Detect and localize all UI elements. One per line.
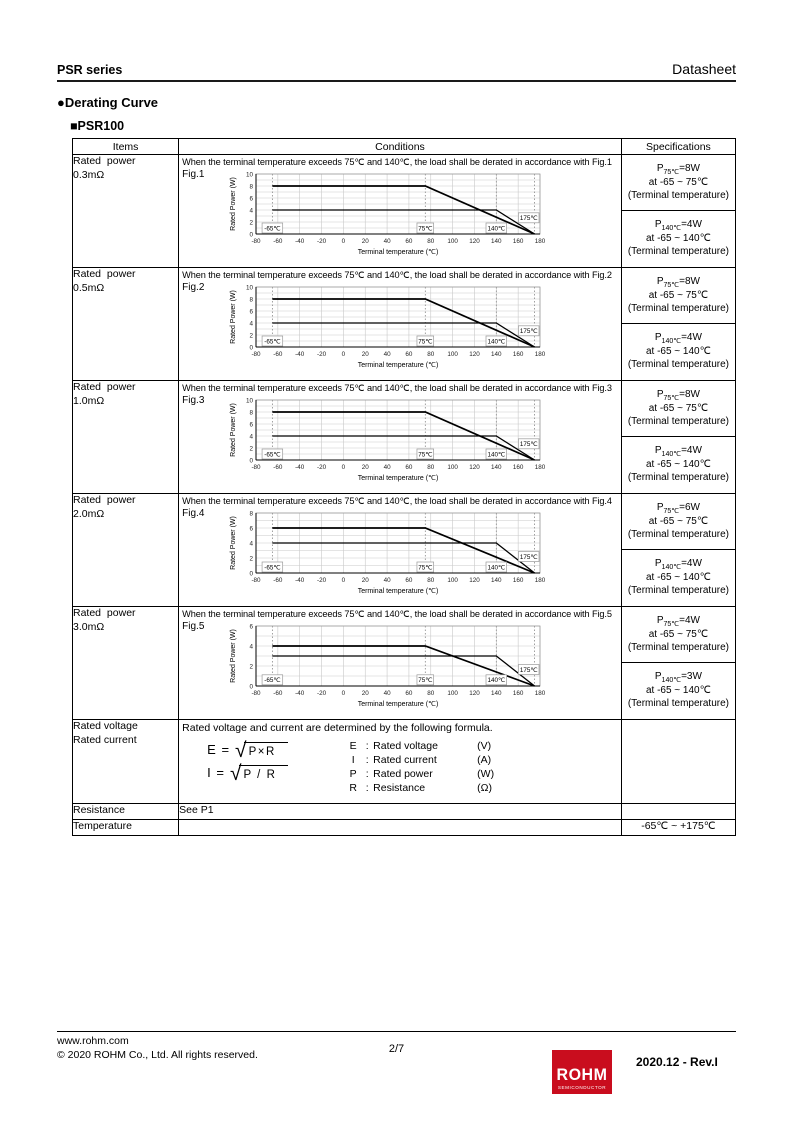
svg-text:Terminal temperature (℃): Terminal temperature (℃) xyxy=(357,588,439,595)
svg-text:-20: -20 xyxy=(317,464,327,471)
condition-text: When the terminal temperature exceeds 75℃ and 140℃, the load shall be derated in accordance with Fig.3 xyxy=(182,383,612,393)
svg-text:-20: -20 xyxy=(317,577,327,584)
svg-text:0: 0 xyxy=(249,231,254,239)
spec-upper xyxy=(622,268,735,324)
table-row xyxy=(73,268,736,381)
svg-text:60: 60 xyxy=(405,351,413,358)
svg-text:-65℃: -65℃ xyxy=(264,338,281,346)
page-number: 2/7 xyxy=(388,1043,405,1055)
svg-text:-60: -60 xyxy=(273,351,283,358)
figure-label: Fig.4 xyxy=(182,508,205,519)
item-label: Rated power xyxy=(73,268,136,280)
spec-power-value: $P_{140℃}=3W$ xyxy=(654,671,702,685)
svg-text:-20: -20 xyxy=(317,690,327,697)
figure-area xyxy=(179,169,621,263)
svg-text:2: 2 xyxy=(249,445,254,453)
item-label: Rated voltage xyxy=(73,720,138,732)
item-cell xyxy=(73,720,179,804)
svg-text:100: 100 xyxy=(447,690,459,697)
svg-text:2: 2 xyxy=(249,332,254,340)
formula-legend xyxy=(345,740,494,794)
svg-text:75℃: 75℃ xyxy=(418,451,433,459)
derating-chart-fig1 xyxy=(226,169,548,263)
svg-text:-65℃: -65℃ xyxy=(264,451,281,459)
svg-text:140: 140 xyxy=(491,577,502,584)
svg-text:6: 6 xyxy=(249,421,254,429)
svg-text:80: 80 xyxy=(427,464,435,471)
rohm-logo-text: ROHM xyxy=(556,1066,608,1084)
spec-range: at -65 ~ 140℃ xyxy=(645,458,711,470)
spec-power-value: $P_{140℃}=4W$ xyxy=(654,445,702,459)
svg-text:180: 180 xyxy=(534,577,546,584)
svg-text:-80: -80 xyxy=(251,464,261,471)
svg-text:4: 4 xyxy=(249,207,254,215)
spec-note: (Terminal temperature) xyxy=(627,416,729,428)
svg-text:-65℃: -65℃ xyxy=(264,225,281,233)
svg-text:-60: -60 xyxy=(273,577,283,584)
svg-text:40: 40 xyxy=(383,577,391,584)
condition-cell xyxy=(179,607,622,720)
svg-text:0: 0 xyxy=(341,351,346,358)
item-label: Rated current xyxy=(73,733,137,746)
svg-text:4: 4 xyxy=(249,320,254,328)
doc-type-label: Datasheet xyxy=(672,61,736,77)
condition-cell xyxy=(179,268,622,381)
spec-upper xyxy=(622,494,735,550)
svg-text:-40: -40 xyxy=(295,351,305,358)
temperature-range: -65℃ ~ +175℃ xyxy=(621,820,735,836)
svg-text:-40: -40 xyxy=(295,464,305,471)
svg-text:0: 0 xyxy=(341,577,346,584)
svg-text:Terminal temperature (℃): Terminal temperature (℃) xyxy=(357,701,439,708)
spec-note: (Terminal temperature) xyxy=(627,642,729,654)
svg-text:160: 160 xyxy=(513,238,524,245)
svg-text:140℃: 140℃ xyxy=(487,677,506,685)
figure-label: Fig.1 xyxy=(182,169,205,180)
svg-text:8: 8 xyxy=(249,296,254,304)
resistance-value: See P1 xyxy=(179,804,622,820)
spec-lower xyxy=(622,550,735,605)
figure-label: Fig.3 xyxy=(182,395,205,406)
svg-text:2: 2 xyxy=(249,219,254,227)
svg-text:75℃: 75℃ xyxy=(418,338,433,346)
svg-text:4: 4 xyxy=(249,643,254,651)
series-title: PSR series xyxy=(57,63,123,77)
formula-block xyxy=(179,737,621,794)
derating-chart-fig5 xyxy=(226,621,548,715)
formula-cell xyxy=(179,720,622,804)
figure-area xyxy=(179,508,621,602)
spec-cell xyxy=(621,155,735,268)
figure-label: Fig.2 xyxy=(182,282,205,293)
item-cell xyxy=(73,268,179,381)
spec-note: (Terminal temperature) xyxy=(627,529,729,541)
table-row xyxy=(73,607,736,720)
condition-text: When the terminal temperature exceeds 75℃ and 140℃, the load shall be derated in accordance with Fig.4 xyxy=(182,496,612,506)
svg-text:60: 60 xyxy=(405,238,413,245)
spec-power-value: $P_{75℃}=4W$ xyxy=(656,615,700,629)
derating-table xyxy=(72,138,736,836)
svg-text:0: 0 xyxy=(341,464,346,471)
svg-text:175℃: 175℃ xyxy=(520,666,538,674)
copyright-text: © 2020 ROHM Co., Ltd. All rights reserved. xyxy=(57,1049,258,1061)
resistance-row xyxy=(73,804,736,820)
svg-text:-60: -60 xyxy=(273,690,283,697)
svg-text:-65℃: -65℃ xyxy=(264,677,281,685)
svg-text:80: 80 xyxy=(427,238,435,245)
svg-text:140: 140 xyxy=(491,351,502,358)
svg-text:-40: -40 xyxy=(295,577,305,584)
svg-text:0: 0 xyxy=(249,344,254,352)
svg-text:10: 10 xyxy=(246,284,254,292)
spec-range: at -65 ~ 140℃ xyxy=(645,684,711,696)
spec-cell xyxy=(621,381,735,494)
svg-text:160: 160 xyxy=(513,351,524,358)
spec-cell xyxy=(621,268,735,381)
svg-text:Terminal temperature (℃): Terminal temperature (℃) xyxy=(357,362,439,369)
spec-cell xyxy=(621,607,735,720)
svg-text:160: 160 xyxy=(513,464,524,471)
svg-text:-80: -80 xyxy=(251,690,261,697)
col-header-items: Items xyxy=(73,139,179,155)
spec-note: (Terminal temperature) xyxy=(627,190,729,202)
svg-text:120: 120 xyxy=(469,464,480,471)
svg-text:180: 180 xyxy=(534,351,546,358)
item-cell xyxy=(73,155,179,268)
rohm-logo xyxy=(552,1050,612,1094)
spec-note: (Terminal temperature) xyxy=(627,359,729,371)
svg-text:6: 6 xyxy=(249,623,254,631)
svg-text:100: 100 xyxy=(447,351,459,358)
rohm-url: www.rohm.com xyxy=(57,1035,129,1047)
svg-text:140℃: 140℃ xyxy=(487,564,506,572)
spec-upper xyxy=(622,381,735,437)
derating-chart-fig3 xyxy=(226,395,548,489)
svg-text:10: 10 xyxy=(246,171,254,179)
svg-text:140: 140 xyxy=(491,690,502,697)
revision-label: 2020.12 - Rev.I xyxy=(636,1055,718,1069)
item-label: Rated power xyxy=(73,607,136,619)
svg-text:4: 4 xyxy=(249,540,254,548)
svg-text:40: 40 xyxy=(383,351,391,358)
item-cell xyxy=(73,607,179,720)
psr100-heading: ■PSR100 xyxy=(70,119,125,133)
svg-text:Rated Power (W): Rated Power (W) xyxy=(230,290,238,344)
table-header-row xyxy=(73,139,736,155)
svg-text:6: 6 xyxy=(249,308,254,316)
spec-lower xyxy=(622,663,735,718)
formula-intro: Rated voltage and current are determined by the following formula. xyxy=(182,722,493,734)
item-label: Resistance xyxy=(73,804,179,820)
col-header-specifications: Specifications xyxy=(621,139,735,155)
item-label: Temperature xyxy=(73,820,179,836)
formula-row xyxy=(73,720,736,804)
svg-text:180: 180 xyxy=(534,238,546,245)
svg-text:Rated Power (W): Rated Power (W) xyxy=(230,403,238,457)
svg-text:2: 2 xyxy=(249,555,254,563)
spec-lower xyxy=(622,324,735,379)
svg-text:20: 20 xyxy=(361,351,369,358)
svg-text:-60: -60 xyxy=(273,238,283,245)
svg-text:40: 40 xyxy=(383,238,391,245)
svg-text:-80: -80 xyxy=(251,577,261,584)
spec-range: at -65 ~ 140℃ xyxy=(645,571,711,583)
spec-range: at -65 ~ 140℃ xyxy=(645,232,711,244)
legend-item: E : Rated voltage (V) xyxy=(349,740,492,752)
svg-text:100: 100 xyxy=(447,577,459,584)
spec-power-value: $P_{75℃}=8W$ xyxy=(656,389,700,403)
spec-power-value: $P_{140℃}=4W$ xyxy=(654,558,702,572)
svg-text:2: 2 xyxy=(249,663,254,671)
svg-text:75℃: 75℃ xyxy=(418,225,433,233)
svg-text:8: 8 xyxy=(249,510,254,518)
svg-text:40: 40 xyxy=(383,690,391,697)
svg-text:0: 0 xyxy=(249,457,254,465)
svg-text:8: 8 xyxy=(249,183,254,191)
svg-text:-60: -60 xyxy=(273,464,283,471)
condition-cell xyxy=(179,381,622,494)
item-cell xyxy=(73,381,179,494)
svg-text:6: 6 xyxy=(249,525,254,533)
derating-chart-fig2 xyxy=(226,282,548,376)
svg-text:4: 4 xyxy=(249,433,254,441)
condition-text: When the terminal temperature exceeds 75℃ and 140℃, the load shall be derated in accordance with Fig.1 xyxy=(182,157,612,167)
condition-cell-empty xyxy=(179,820,622,836)
spec-power-value: $P_{140℃}=4W$ xyxy=(654,219,702,233)
svg-text:175℃: 175℃ xyxy=(520,553,538,561)
svg-text:120: 120 xyxy=(469,351,480,358)
footer-divider xyxy=(57,1031,736,1032)
svg-text:-20: -20 xyxy=(317,238,327,245)
svg-text:140℃: 140℃ xyxy=(487,225,506,233)
svg-text:180: 180 xyxy=(534,464,546,471)
svg-text:140: 140 xyxy=(491,238,502,245)
figure-area xyxy=(179,395,621,489)
svg-text:0: 0 xyxy=(249,570,254,578)
svg-text:140℃: 140℃ xyxy=(487,451,506,459)
legend-item: I : Rated current (A) xyxy=(351,754,492,766)
item-cell xyxy=(73,494,179,607)
svg-text:120: 120 xyxy=(469,690,480,697)
figure-area xyxy=(179,621,621,715)
spec-upper xyxy=(622,155,735,211)
svg-text:80: 80 xyxy=(427,690,435,697)
svg-text:180: 180 xyxy=(534,690,546,697)
svg-text:Rated Power (W): Rated Power (W) xyxy=(230,516,238,570)
spec-cell-empty xyxy=(621,804,735,820)
svg-text:80: 80 xyxy=(427,577,435,584)
spec-upper xyxy=(622,607,735,663)
svg-text:40: 40 xyxy=(383,464,391,471)
svg-text:-80: -80 xyxy=(251,238,261,245)
svg-text:20: 20 xyxy=(361,238,369,245)
svg-text:-20: -20 xyxy=(317,351,327,358)
condition-text: When the terminal temperature exceeds 75℃ and 140℃, the load shall be derated in accordance with Fig.5 xyxy=(182,609,612,619)
svg-text:175℃: 175℃ xyxy=(520,215,538,223)
item-label: Rated power xyxy=(73,494,136,506)
spec-note: (Terminal temperature) xyxy=(627,246,729,258)
item-label: Rated power xyxy=(73,381,136,393)
svg-text:0: 0 xyxy=(341,238,346,245)
temperature-row xyxy=(73,820,736,836)
svg-text:120: 120 xyxy=(469,238,480,245)
spec-lower xyxy=(622,211,735,266)
table-row xyxy=(73,155,736,268)
legend-item: R : Resistance (Ω) xyxy=(349,782,492,794)
svg-text:0: 0 xyxy=(341,690,346,697)
svg-text:20: 20 xyxy=(361,464,369,471)
spec-range: at -65 ~ 140℃ xyxy=(645,345,711,357)
spec-range: at -65 ~ 75℃ xyxy=(648,628,709,640)
spec-note: (Terminal temperature) xyxy=(627,585,729,597)
condition-text: When the terminal temperature exceeds 75℃ and 140℃, the load shall be derated in accordance with Fig.2 xyxy=(182,270,612,280)
spec-note: (Terminal temperature) xyxy=(627,303,729,315)
spec-range: at -65 ~ 75℃ xyxy=(648,176,709,188)
item-resistance-value: 1.0mΩ xyxy=(73,394,105,407)
figure-area xyxy=(179,282,621,376)
svg-text:175℃: 175℃ xyxy=(520,441,538,449)
svg-text:140: 140 xyxy=(491,464,502,471)
sqrt-symbol: √ P×R xyxy=(235,742,288,758)
spec-range: at -65 ~ 75℃ xyxy=(648,515,709,527)
col-header-conditions: Conditions xyxy=(179,139,622,155)
svg-text:60: 60 xyxy=(405,577,413,584)
svg-text:75℃: 75℃ xyxy=(418,564,433,572)
svg-text:120: 120 xyxy=(469,577,480,584)
svg-text:100: 100 xyxy=(447,464,459,471)
svg-text:Terminal temperature (℃): Terminal temperature (℃) xyxy=(357,249,439,256)
spec-range: at -65 ~ 75℃ xyxy=(648,289,709,301)
svg-text:-80: -80 xyxy=(251,351,261,358)
spec-note: (Terminal temperature) xyxy=(627,698,729,710)
svg-text:Terminal temperature (℃): Terminal temperature (℃) xyxy=(357,475,439,482)
formulas xyxy=(207,739,345,794)
svg-text:80: 80 xyxy=(427,351,435,358)
spec-lower xyxy=(622,437,735,492)
svg-text:-65℃: -65℃ xyxy=(264,564,281,572)
svg-text:100: 100 xyxy=(447,238,459,245)
svg-text:175℃: 175℃ xyxy=(520,328,538,336)
derating-curve-heading: ●Derating Curve xyxy=(57,95,159,110)
svg-text:75℃: 75℃ xyxy=(418,677,433,685)
sqrt-symbol: √ P / R xyxy=(230,765,288,781)
item-label: Rated power xyxy=(73,155,136,167)
legend-item: P : Rated power (W) xyxy=(349,768,495,780)
formula-voltage: E = √ P×R xyxy=(207,742,345,758)
condition-cell xyxy=(179,155,622,268)
spec-range: at -65 ~ 75℃ xyxy=(648,402,709,414)
svg-text:140℃: 140℃ xyxy=(487,338,506,346)
svg-text:Rated Power (W): Rated Power (W) xyxy=(230,629,238,683)
spec-power-value: $P_{140℃}=4W$ xyxy=(654,332,702,346)
item-resistance-value: 0.5mΩ xyxy=(73,281,105,294)
spec-note: (Terminal temperature) xyxy=(627,472,729,484)
document-header xyxy=(57,61,736,82)
spec-cell-empty xyxy=(621,720,735,804)
svg-text:160: 160 xyxy=(513,577,524,584)
formula-current: I = √ P / R xyxy=(207,765,345,781)
svg-text:20: 20 xyxy=(361,577,369,584)
svg-text:0: 0 xyxy=(249,683,254,691)
svg-text:60: 60 xyxy=(405,464,413,471)
condition-cell xyxy=(179,494,622,607)
svg-text:160: 160 xyxy=(513,690,524,697)
rohm-logo-subtext: SEMICONDUCTOR xyxy=(557,1085,607,1090)
spec-power-value: $P_{75℃}=8W$ xyxy=(656,163,700,177)
table-row xyxy=(73,381,736,494)
svg-text:20: 20 xyxy=(361,690,369,697)
spec-cell xyxy=(621,494,735,607)
svg-text:10: 10 xyxy=(246,397,254,405)
svg-text:-40: -40 xyxy=(295,690,305,697)
item-resistance-value: 2.0mΩ xyxy=(73,507,105,520)
svg-text:-40: -40 xyxy=(295,238,305,245)
table-row xyxy=(73,494,736,607)
spec-power-value: $P_{75℃}=8W$ xyxy=(656,276,700,290)
derating-chart-fig4 xyxy=(226,508,548,602)
svg-text:8: 8 xyxy=(249,409,254,417)
item-resistance-value: 0.3mΩ xyxy=(73,168,105,181)
svg-text:Rated Power (W): Rated Power (W) xyxy=(230,177,238,231)
figure-label: Fig.5 xyxy=(182,621,205,632)
svg-text:60: 60 xyxy=(405,690,413,697)
spec-power-value: $P_{75℃}=6W$ xyxy=(656,502,700,516)
svg-text:6: 6 xyxy=(249,195,254,203)
item-resistance-value: 3.0mΩ xyxy=(73,620,105,633)
